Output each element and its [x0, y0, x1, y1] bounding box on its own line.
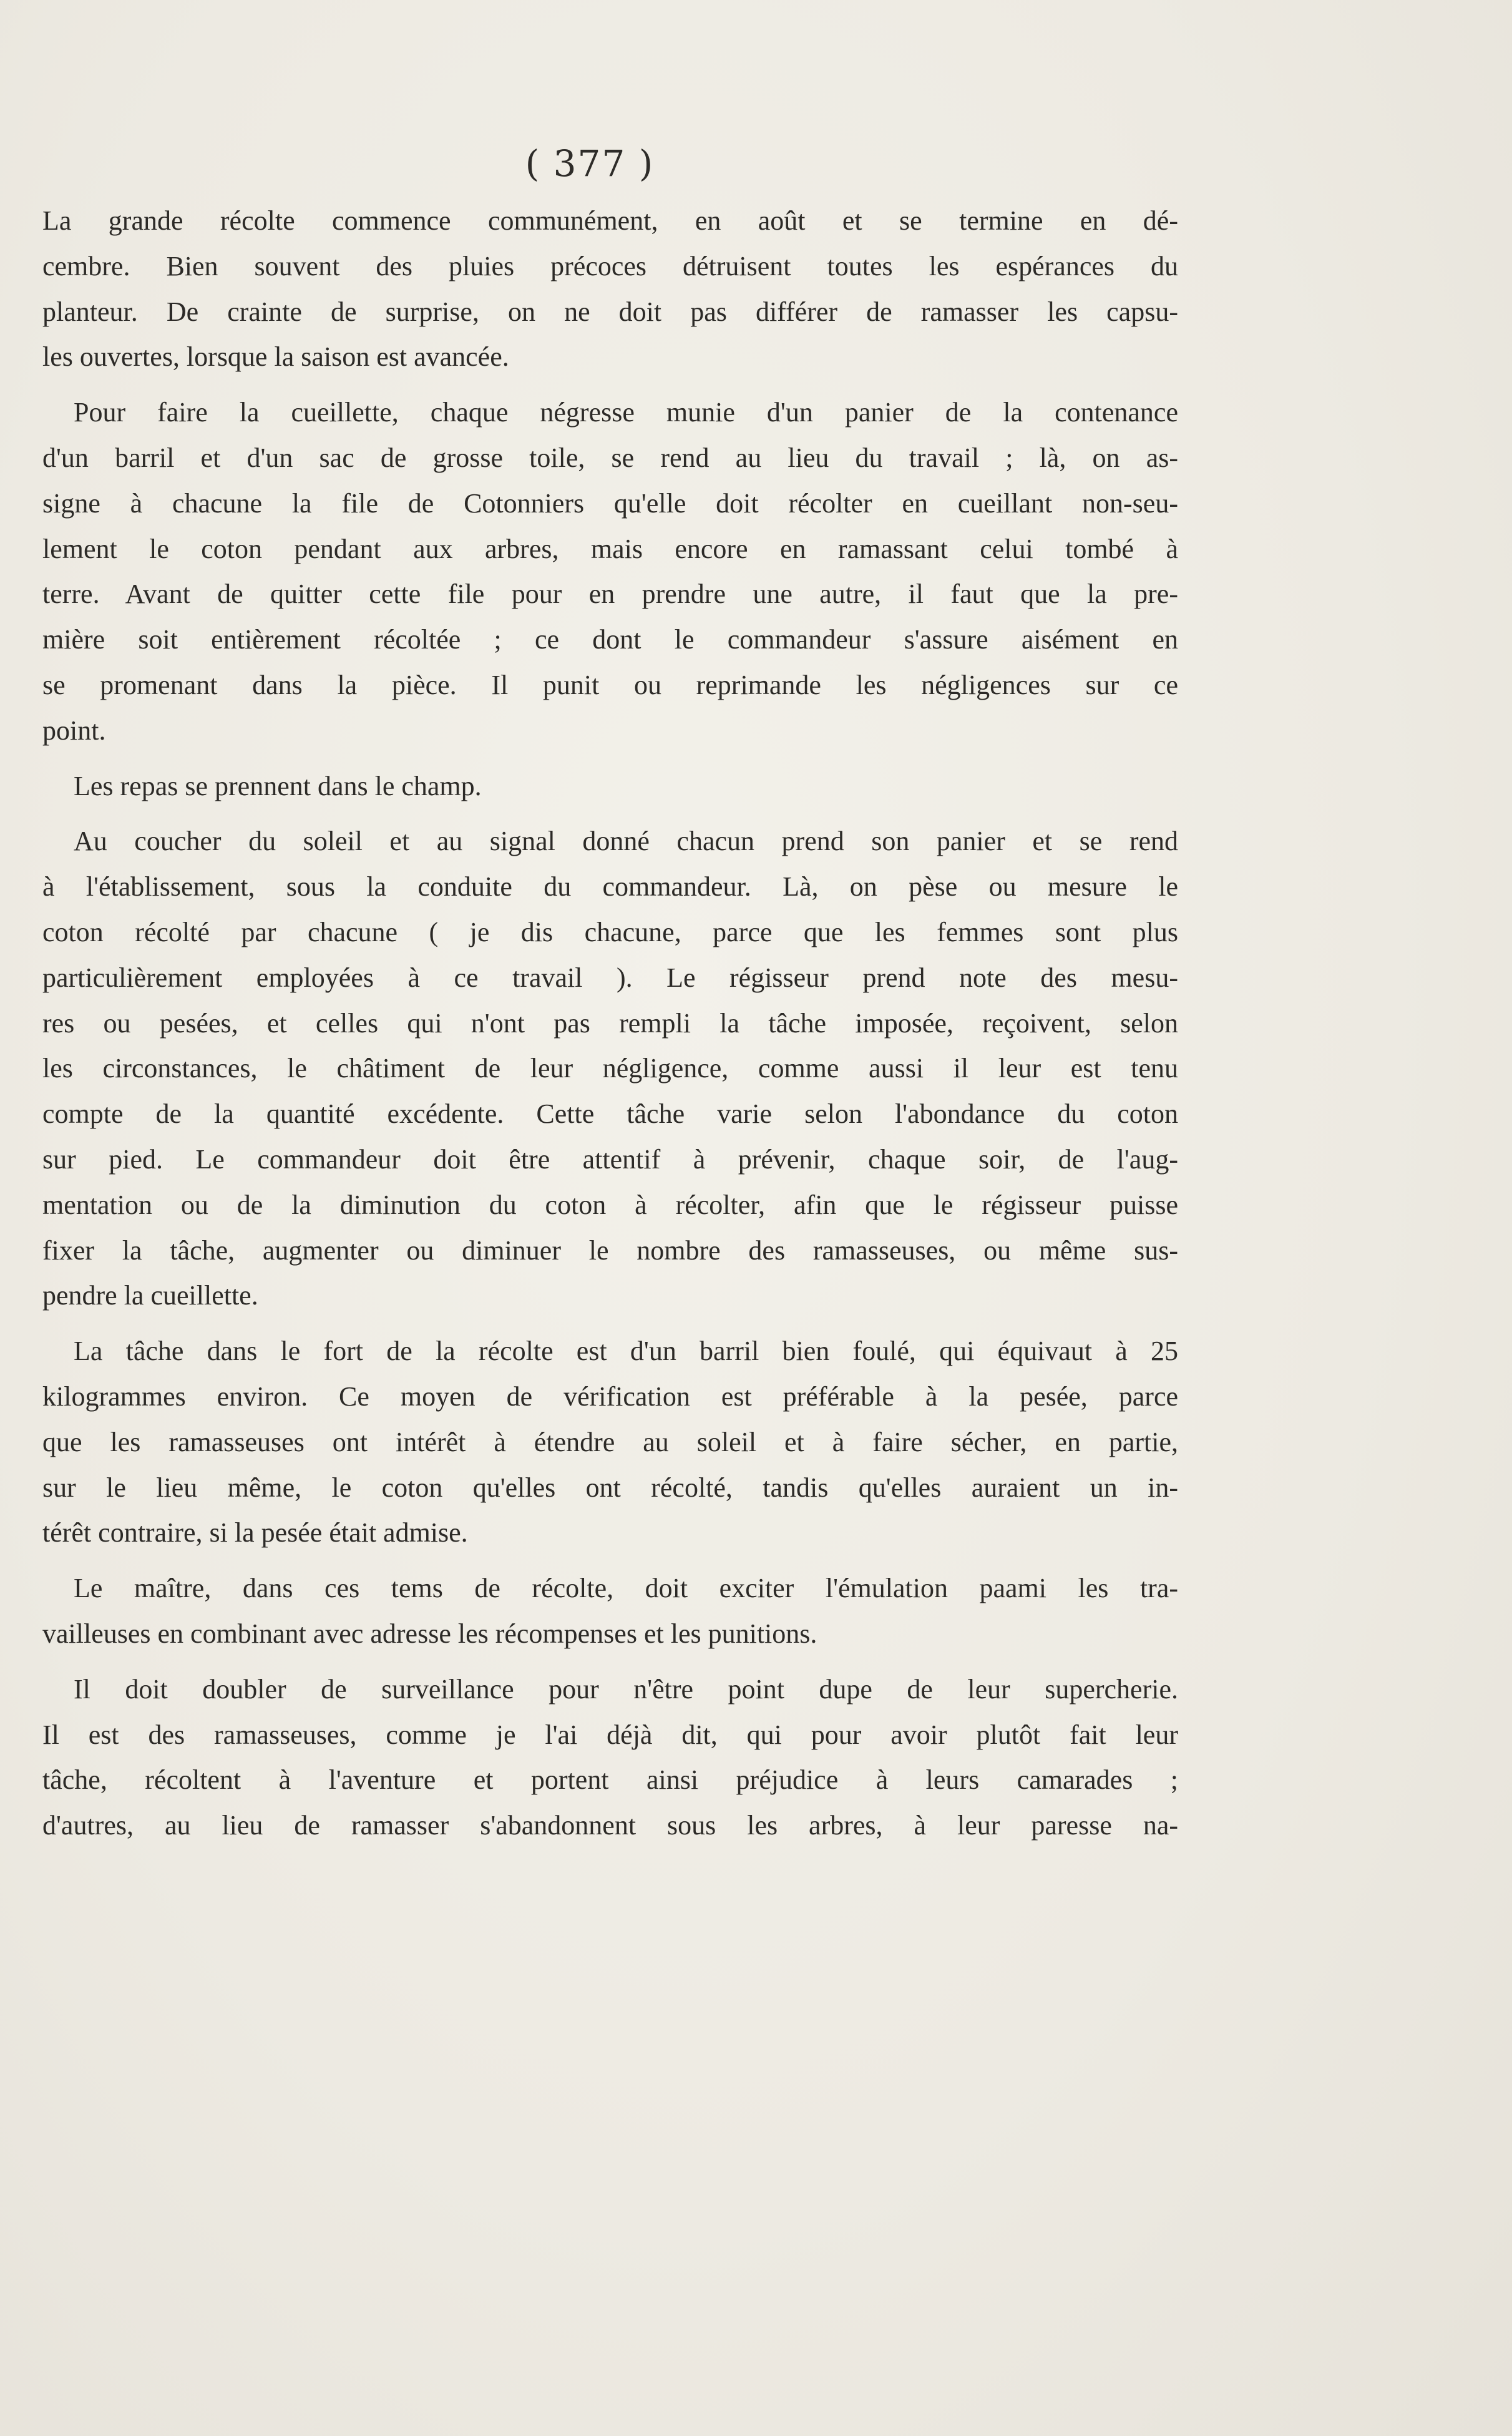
text-line: les circonstances, le châtiment de leur négligence, comme aussi il leur est tenu	[42, 1053, 1178, 1084]
text-line: point.	[42, 715, 106, 746]
text-line: Le maître, dans ces tems de récolte, doit exciter l'émulation paami les tra-	[74, 1573, 1178, 1604]
text-line: lement le coton pendant aux arbres, mais encore en ramassant celui tombé à	[42, 533, 1178, 564]
text-line: compte de la quantité excédente. Cette tâche varie selon l'abondance du coton	[42, 1098, 1178, 1130]
text-line: planteur. De crainte de surprise, on ne doit pas différer de ramasser les capsu-	[42, 296, 1178, 327]
paragraph-2	[42, 390, 1178, 753]
text-line: vailleuses en combinant avec adresse les récompenses et les punitions.	[42, 1618, 817, 1649]
text-line: Les repas se prennent dans le champ.	[74, 770, 482, 801]
text-line: Il doit doubler de surveillance pour n'être point dupe de leur supercherie.	[74, 1673, 1178, 1705]
text-line: cembre. Bien souvent des pluies précoces détruisent toutes les espérances du	[42, 250, 1178, 281]
text-line: La tâche dans le fort de la récolte est d'un barril bien foulé, qui équivaut à 25	[74, 1336, 1178, 1367]
text-line: res ou pesées, et celles qui n'ont pas rempli la tâche imposée, reçoivent, selon	[42, 1007, 1178, 1039]
text-line: d'un barril et d'un sac de grosse toile, se rend au lieu du travail ; là, on as-	[42, 442, 1178, 473]
text-line: particulièrement employées à ce travail ). Le régisseur prend note des mesu-	[42, 962, 1178, 993]
text-line: d'autres, au lieu de ramasser s'abandonnent sous les arbres, à leur paresse na-	[42, 1810, 1178, 1841]
paragraph-3	[42, 764, 1178, 810]
text-line: Il est des ramasseuses, comme je l'ai déjà dit, qui pour avoir plutôt fait leur	[42, 1719, 1178, 1750]
text-line: Au coucher du soleil et au signal donné chacun prend son panier et se rend	[74, 826, 1178, 857]
text-line: tâche, récoltent à l'aventure et portent ainsi préjudice à leurs camarades ;	[42, 1764, 1178, 1796]
text-line: mentation ou de la diminution du coton à récolter, afin que le régisseur puisse	[42, 1189, 1178, 1220]
text-line: les ouvertes, lorsque la saison est avancée.	[42, 341, 509, 373]
text-line: mière soit entièrement récoltée ; ce dont le commandeur s'assure aisément en	[42, 624, 1178, 655]
text-line: se promenant dans la pièce. Il punit ou reprimande les négligences sur ce	[42, 669, 1178, 700]
paragraph-4	[42, 819, 1178, 1319]
paragraph-7	[42, 1667, 1178, 1849]
text-line: sur pied. Le commandeur doit être attentif à prévenir, chaque soir, de l'aug-	[42, 1143, 1178, 1175]
text-line: signe à chacune la file de Cotonniers qu'elle doit récolter en cueillant non-seu-	[42, 487, 1178, 519]
text-line: térêt contraire, si la pesée était admise.	[42, 1517, 468, 1548]
text-line: pendre la cueillette.	[42, 1280, 258, 1311]
text-line: que les ramasseuses ont intérêt à étendre au soleil et à faire sécher, en partie,	[42, 1426, 1178, 1457]
paragraph-5	[42, 1329, 1178, 1556]
text-line: terre. Avant de quitter cette file pour en prendre une autre, il faut que la pre-	[42, 579, 1178, 610]
text-line: fixer la tâche, augmenter ou diminuer le nombre des ramasseuses, ou même sus-	[42, 1235, 1178, 1266]
text-line: à l'établissement, sous la conduite du commandeur. Là, on pèse ou mesure le	[42, 871, 1178, 902]
text-line: sur le lieu même, le coton qu'elles ont récolté, tandis qu'elles auraient un in-	[42, 1472, 1178, 1503]
page-number: ( 377 )	[525, 142, 655, 185]
text-line: kilogrammes environ. Ce moyen de vérification est préférable à la pesée, parce	[42, 1381, 1178, 1412]
body-text	[42, 198, 1178, 1859]
text-line: Pour faire la cueillette, chaque négresse munie d'un panier de la contenance	[74, 397, 1178, 428]
text-line: coton récolté par chacune ( je dis chacune, parce que les femmes sont plus	[42, 916, 1178, 947]
paragraph-6	[42, 1566, 1178, 1657]
text-line: La grande récolte commence communément, en août et se termine en dé-	[42, 205, 1178, 236]
paragraph-1	[42, 198, 1178, 380]
